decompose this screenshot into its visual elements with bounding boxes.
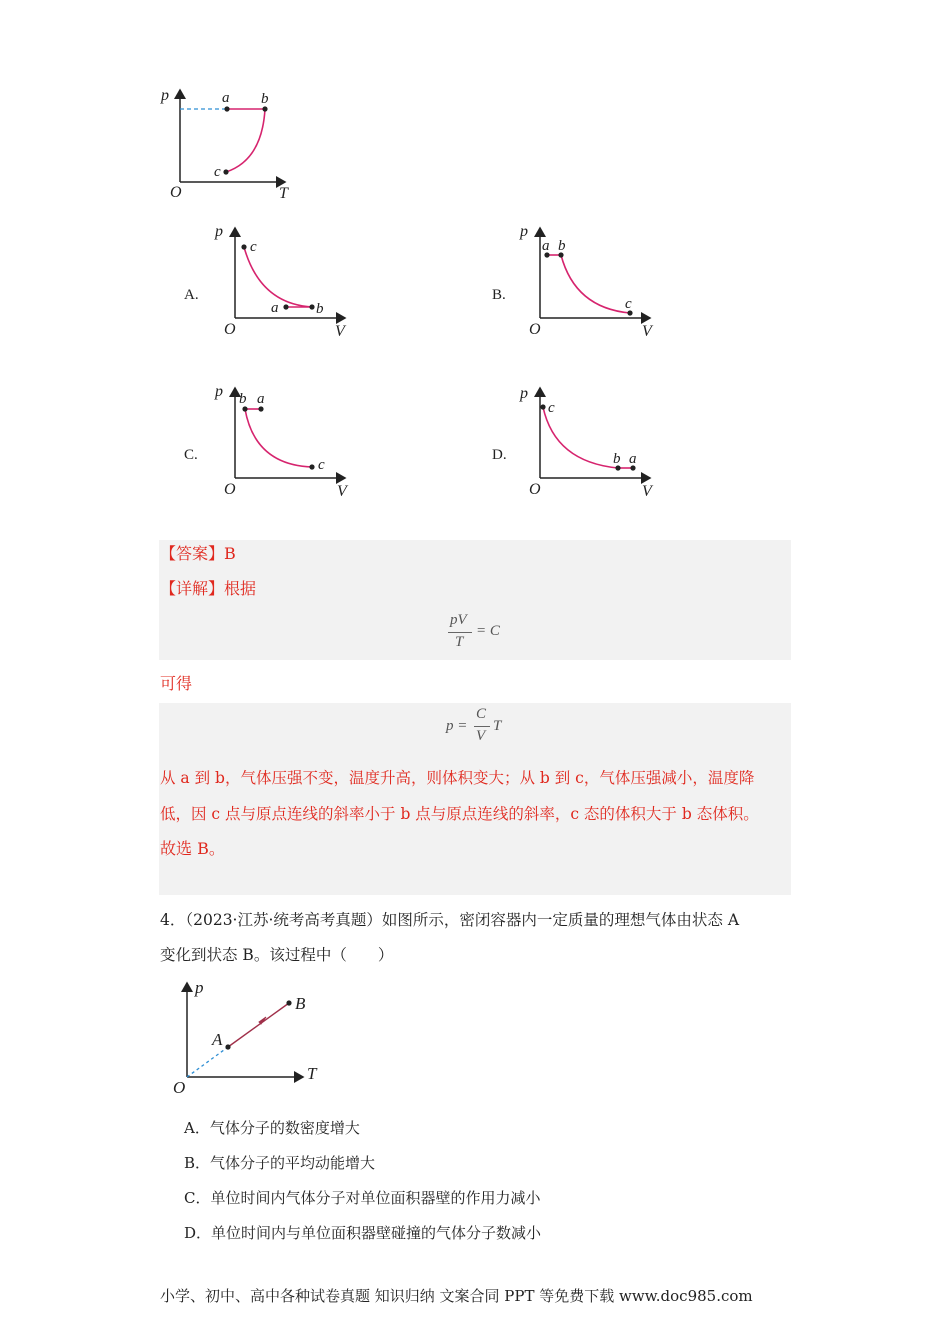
- svg-text:O: O: [224, 321, 236, 338]
- svg-text:B: B: [295, 994, 306, 1013]
- svg-text:V: V: [337, 483, 347, 500]
- svg-text:O: O: [224, 481, 236, 498]
- choice-c[interactable]: C．单位时间内气体分子对单位面积器壁的作用力减小: [184, 1189, 541, 1207]
- svg-text:O: O: [529, 321, 541, 338]
- option-b-label[interactable]: B.: [492, 287, 506, 303]
- svg-text:O: O: [173, 1078, 186, 1097]
- option-a-label[interactable]: A.: [184, 287, 199, 303]
- svg-text:b: b: [558, 238, 566, 254]
- choice-d[interactable]: D．单位时间内与单位面积器壁碰撞的气体分子数减小: [184, 1224, 542, 1242]
- svg-text:c: c: [318, 457, 325, 473]
- equation-p-cv-t: p = C V T: [446, 706, 502, 744]
- top-pt-graph: [150, 80, 310, 205]
- svg-text:a: a: [629, 451, 637, 467]
- answer-label: 【答案】B: [160, 544, 236, 563]
- choice-a[interactable]: A．气体分子的数密度增大: [184, 1119, 360, 1137]
- explanation-line-2: 低，因 c 点与原点连线的斜率小于 b 点与原点连线的斜率，c 态的体积大于 b 态体积。: [160, 805, 759, 823]
- option-d-label[interactable]: D.: [492, 447, 507, 463]
- origin-label: O: [170, 184, 182, 201]
- option-d-graph[interactable]: [515, 380, 665, 505]
- option-b-graph[interactable]: [515, 220, 665, 345]
- svg-text:a: a: [257, 391, 265, 407]
- question4-graph: [165, 975, 335, 1097]
- svg-text:b: b: [316, 301, 324, 317]
- svg-text:V: V: [335, 323, 345, 340]
- svg-text:c: c: [625, 296, 632, 312]
- footer-text: 小学、初中、高中各种试卷真题 知识归纳 文案合同 PPT 等免费下载 www.doc985.com: [160, 1287, 753, 1305]
- point-b-label: b: [261, 91, 269, 107]
- question4-line-2: 变化到状态 B。该过程中（ ）: [160, 946, 394, 964]
- bc-curve: [226, 109, 265, 172]
- y-axis-label: p: [161, 87, 169, 104]
- svg-text:c: c: [548, 400, 555, 416]
- svg-text:a: a: [271, 300, 279, 316]
- point-a-label: a: [222, 90, 230, 106]
- svg-text:p: p: [520, 385, 528, 402]
- svg-text:V: V: [642, 323, 652, 340]
- question4-line-1: 4．（2023·江苏·统考高考真题）如图所示，密闭容器内一定质量的理想气体由状态 A: [160, 911, 740, 929]
- point-c-label: c: [214, 164, 221, 180]
- kede-label: 可得: [160, 674, 193, 693]
- x-axis-label: T: [279, 185, 288, 202]
- svg-text:V: V: [642, 483, 652, 500]
- svg-text:b: b: [613, 451, 621, 467]
- svg-text:c: c: [250, 239, 257, 255]
- svg-text:p: p: [215, 383, 223, 400]
- svg-text:A: A: [212, 1030, 223, 1049]
- option-c-label[interactable]: C.: [184, 447, 198, 463]
- explanation-line-1: 从 a 到 b，气体压强不变，温度升高，则体积变大；从 b 到 c，气体压强减小，温度降: [160, 769, 755, 787]
- equation-pv-t: pV T = C: [450, 612, 500, 650]
- choice-b[interactable]: B．气体分子的平均动能增大: [184, 1154, 376, 1172]
- svg-text:p: p: [195, 978, 204, 997]
- svg-text:p: p: [520, 223, 528, 240]
- svg-text:a: a: [542, 238, 550, 254]
- detail-label: 【详解】根据: [160, 579, 257, 598]
- svg-text:p: p: [215, 223, 223, 240]
- option-a-graph[interactable]: [210, 220, 360, 345]
- option-c-graph[interactable]: [210, 380, 360, 505]
- svg-text:T: T: [307, 1064, 317, 1083]
- svg-text:b: b: [239, 391, 247, 407]
- svg-text:O: O: [529, 481, 541, 498]
- explanation-line-3: 故选 B。: [160, 839, 225, 858]
